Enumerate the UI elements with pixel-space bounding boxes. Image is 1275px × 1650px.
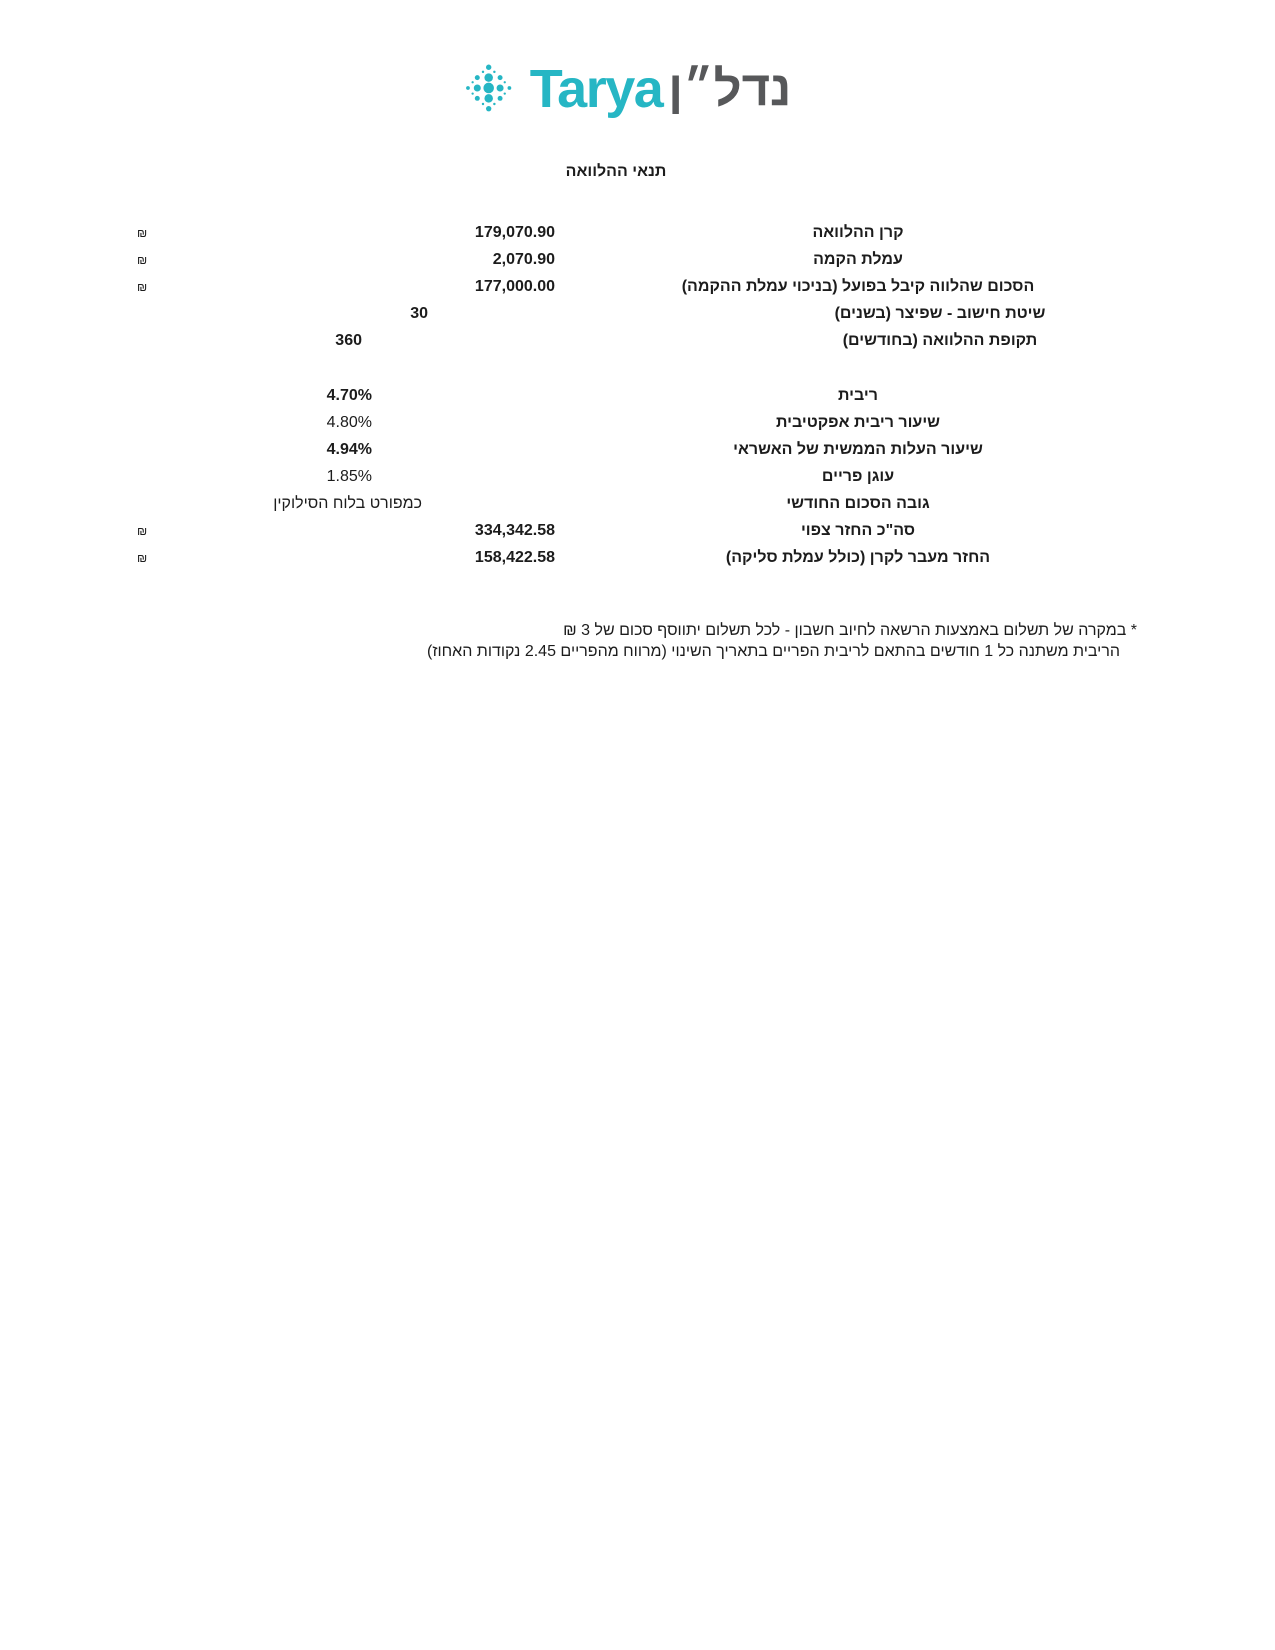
- brand-suffix: נדל״ן: [668, 61, 792, 116]
- row-value: 360: [335, 332, 362, 349]
- row-value: 30: [410, 305, 428, 322]
- row-value: 158,422.58: [474, 549, 555, 566]
- row-label: החזר מעבר לקרן (כולל עמלת סליקה): [725, 549, 991, 566]
- row-value: 4.70%: [326, 387, 372, 404]
- row-label: שיעור ריבית אפקטיבית: [775, 414, 941, 431]
- row-net-amount-received: [0, 278, 1275, 298]
- shekel-currency-symbol: ₪: [137, 226, 148, 240]
- row-value: 4.80%: [326, 414, 372, 431]
- page-title: תנאי ההלוואה: [565, 163, 667, 180]
- row-loan-period-months: [0, 332, 1275, 352]
- row-label: עמלת הקמה: [813, 251, 903, 268]
- row-label: גובה הסכום החודשי: [786, 495, 930, 512]
- row-total-expected-repayment: [0, 522, 1275, 542]
- row-interest-rate: [0, 387, 1275, 407]
- row-label: ריבית: [838, 387, 878, 404]
- row-value: כמפורט בלוח הסילוקין: [273, 495, 422, 512]
- row-value: 4.94%: [326, 441, 372, 458]
- dots-diamond-icon: [463, 60, 515, 118]
- shekel-currency-symbol: ₪: [137, 253, 148, 267]
- row-effective-interest-rate: [0, 414, 1275, 434]
- row-monthly-amount: [0, 495, 1275, 515]
- row-setup-fee: [0, 251, 1275, 271]
- row-label: הסכום שהלווה קיבל בפועל (בניכוי עמלת ההקמה): [681, 278, 1035, 295]
- tarya-logo: [463, 60, 792, 118]
- shekel-currency-symbol: ₪: [137, 280, 148, 294]
- shekel-currency-symbol: ₪: [137, 524, 148, 538]
- row-label: תקופת ההלוואה (בחודשים): [842, 332, 1038, 349]
- footnote-payment-authorization: * במקרה של תשלום באמצעות הרשאה לחיוב חשבון - לכל תשלום יתווסף סכום של 3 ₪: [563, 622, 1137, 639]
- row-label: סה"כ החזר צפוי: [800, 522, 916, 539]
- row-label: שיעור העלות הממשית של האשראי: [733, 441, 983, 458]
- row-label: קרן ההלוואה: [812, 224, 904, 241]
- row-calculation-method: [0, 305, 1275, 325]
- row-prime-anchor: [0, 468, 1275, 488]
- shekel-currency-symbol: ₪: [137, 551, 148, 565]
- row-value: 1.85%: [326, 468, 372, 485]
- footnote-variable-interest: הריבית משתנה כל 1 חודשים בהתאם לריבית הפריים בתאריך השינוי (מרווח מהפריים 2.45 נקודות האחוז): [426, 643, 1120, 660]
- row-real-cost-of-credit: [0, 441, 1275, 461]
- row-value: 179,070.90: [474, 224, 555, 241]
- row-label: עוגן פריים: [821, 468, 895, 485]
- brand-wordmark: Tarya: [529, 59, 663, 119]
- row-value: 2,070.90: [492, 251, 555, 268]
- row-label: שיטת חישוב - שפיצר (בשנים): [834, 305, 1046, 322]
- row-value: 177,000.00: [474, 278, 555, 295]
- row-repayment-beyond-principal: [0, 549, 1275, 569]
- row-loan-principal: [0, 224, 1275, 244]
- row-value: 334,342.58: [474, 522, 555, 539]
